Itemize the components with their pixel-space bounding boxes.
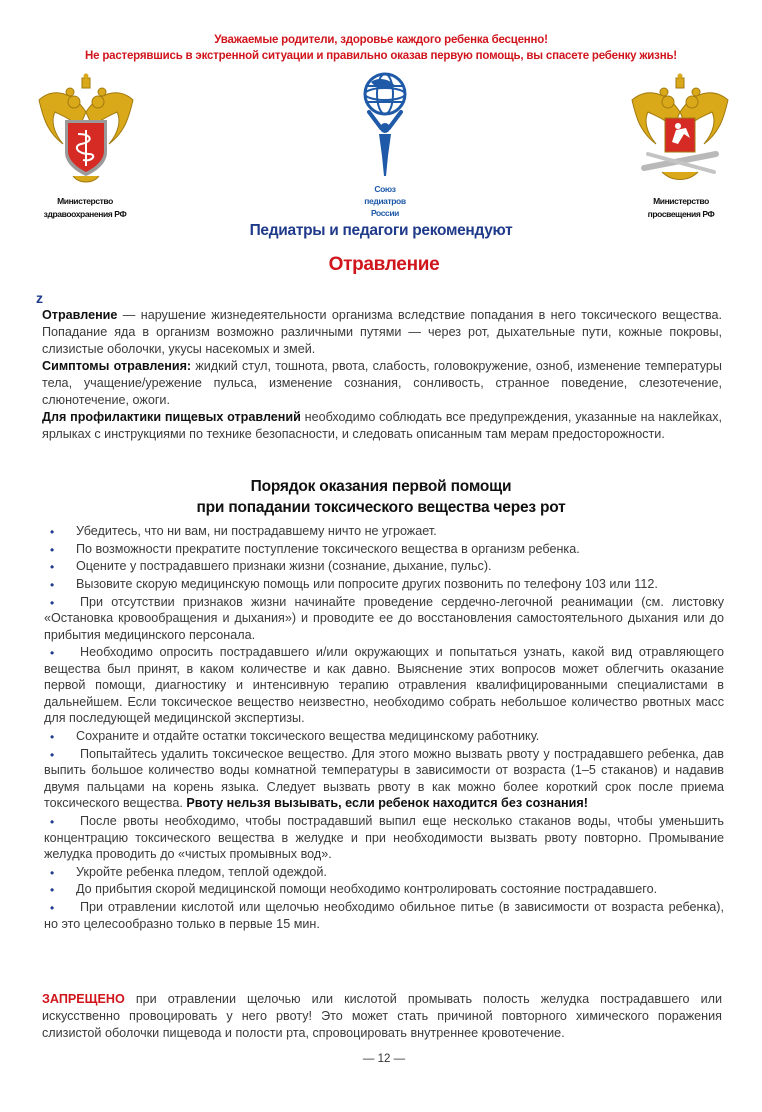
list-item	[44, 746, 724, 812]
education-ministry-label-line1: Министерство	[653, 196, 709, 206]
step-text: Попытайтесь удалить токсическое вещество. Для этого можно вызвать рвоту у пострадавшего ребенка, дав выпить большое количество воды комнатной температуры в зависимости от возраста (1–5 стаканов) и надавив двумя пальцами на корень языка. Следует вызвать рвоту в как можно более короткий срок после приема токсического вещества.	[44, 746, 724, 811]
list-item	[44, 594, 724, 644]
definition-term: Отравление	[42, 308, 118, 322]
stray-mark: z	[36, 290, 43, 306]
page-subtitle: Педиатры и педагоги рекомендуют	[249, 222, 513, 239]
step-warning-text: Рвоту нельзя вызывать, если ребенок находится без сознания!	[186, 796, 588, 811]
step-text: Оцените у пострадавшего признаки жизни (сознание, дыхание, пульс).	[76, 559, 492, 574]
education-ministry-emblem-icon	[626, 72, 734, 188]
step-text: При отравлении кислотой или щелочью необходимо обильное питье (в зависимости от возраста ребенка), но это целесообразно только в первые 15 мин.	[44, 900, 724, 931]
list-item	[44, 813, 724, 863]
page-title: Отравление	[328, 254, 440, 275]
step-text-container	[44, 746, 724, 812]
education-ministry-label-line2: просвещения РФ	[647, 209, 715, 219]
list-item	[44, 558, 724, 575]
health-ministry-label	[25, 195, 145, 221]
definition-text: — нарушение жизнедеятельности организма вследствие попадания в него токсического вещества. Попадание яда в организм возможно различными путями — через рот, дыхательные пути, кожные покровы, слизистые оболочки, укусы насекомых и змей.	[42, 308, 722, 356]
prevention-term: Для профилактики пищевых отравлений	[42, 410, 301, 424]
bullet-icon: •	[50, 730, 55, 745]
union-of-pediatricians-logo-icon	[355, 72, 415, 182]
health-ministry-label-line1: Министерство	[57, 196, 113, 206]
bullet-icon: •	[50, 578, 55, 593]
bullet-icon: •	[50, 595, 55, 610]
step-text: Вызовите скорую медицинскую помощь или попросите других позвонить по телефону 103 или 112.	[76, 577, 658, 592]
list-item	[44, 523, 724, 540]
prohibition-warning	[42, 991, 722, 1042]
bullet-icon: •	[50, 525, 55, 539]
prevention-text: необходимо соблюдать все предупреждения, указанные на наклейках, ярлыках с инструкциями по технике безопасности, и следовать описанным там мерам предосторожности.	[42, 410, 722, 441]
symptoms-term: Симптомы отравления:	[42, 359, 192, 373]
union-label-line1: Союз	[374, 184, 396, 194]
step-text: Укройте ребенка пледом, теплой одеждой.	[76, 864, 327, 879]
list-item	[44, 576, 724, 593]
bullet-icon: •	[50, 883, 55, 898]
step-text: Необходимо опросить пострадавшего и/или окружающих и попытаться узнать, какой вид отравляющего вещества был принят, в каком количестве и как давно. Выяснение этих вопросов может облегчить оказание первой помощи, диагностику и интенсивную терапию отравления квалифицированными специалистами в дальнейшем. Если токсическое вещество неизвестно, необходимо собрать небольшое количество рвотных масс для последующей медицинской экспертизы.	[44, 645, 724, 726]
bullet-icon: •	[50, 542, 55, 557]
union-label-line2: педиатров	[364, 196, 406, 206]
list-item	[44, 644, 724, 727]
bullet-icon: •	[50, 560, 55, 575]
first-aid-title-line2: при попадании токсического вещества через рот	[196, 499, 566, 516]
list-item	[44, 864, 724, 881]
intro-section	[42, 307, 722, 443]
list-item	[44, 728, 724, 745]
union-label-line3: России	[370, 208, 400, 218]
health-ministry-label-line2: здравоохранения РФ	[43, 209, 127, 219]
list-item	[44, 899, 724, 932]
prohibition-term: ЗАПРЕЩЕНО	[42, 992, 125, 1006]
bullet-icon: •	[50, 815, 55, 829]
step-text: После рвоты необходимо, чтобы пострадавший выпил еще несколько стаканов воды, чтобы уменьшить концентрацию токсического вещества в желудке и при необходимости вызвать рвоту повторно. Промывание желудка проводить до «чистых промывных вод».	[44, 814, 724, 861]
bullet-icon: •	[50, 747, 55, 762]
prevention-paragraph	[42, 409, 722, 443]
union-of-pediatricians-label	[345, 183, 425, 219]
health-ministry-emblem-icon	[33, 72, 139, 188]
definition-paragraph	[42, 307, 722, 358]
step-text: Сохраните и отдайте остатки токсического вещества медицинскому работнику.	[76, 729, 540, 744]
bullet-icon: •	[50, 646, 55, 661]
step-text: По возможности прекратите поступление токсического вещества в организм ребенка.	[76, 541, 580, 556]
step-text: Убедитесь, что ни вам, ни пострадавшему ничто не угрожает.	[76, 524, 437, 538]
step-text: При отсутствии признаков жизни начинайте проведение сердечно-легочной реанимации (см. листовку «Остановка кровообращения и дыхания») и проводите ее до восстановления самостоятельного дыхания или до прибытия медицинского персонала.	[44, 594, 724, 642]
banner-line-1: Уважаемые родители, здоровье каждого ребенка бесценно!	[214, 34, 548, 46]
prohibition-text: при отравлении щелочью или кислотой промывать полость желудка пострадавшего или искусственно провоцировать у него рвоту! Это может стать причиной повторного химического поражения слизистой оболочки пищевода и полости рта, спровоцировать внутреннее кровотечение.	[42, 992, 722, 1040]
list-item	[44, 881, 724, 898]
step-text: До прибытия скорой медицинской помощи необходимо контролировать состояние пострадавшего.	[76, 882, 658, 897]
first-aid-steps-list	[44, 523, 724, 933]
symptoms-paragraph	[42, 358, 722, 409]
banner-line-2: Не растерявшись в экстренной ситуации и правильно оказав первую помощь, вы спасете ребенку жизнь!	[85, 50, 677, 62]
bullet-icon: •	[50, 865, 55, 880]
first-aid-title-line1: Порядок оказания первой помощи	[250, 478, 512, 495]
education-ministry-label	[626, 195, 736, 221]
list-item	[44, 541, 724, 558]
symptoms-text: жидкий стул, тошнота, рвота, слабость, головокружение, озноб, изменение температуры тела, учащение/урежение пульса, изменение сознания, сонливость, странное поведение, слезотечение, слюнотечение, ожоги.	[42, 359, 722, 407]
bullet-icon: •	[50, 901, 55, 916]
page-number: — 12 —	[362, 1053, 406, 1065]
